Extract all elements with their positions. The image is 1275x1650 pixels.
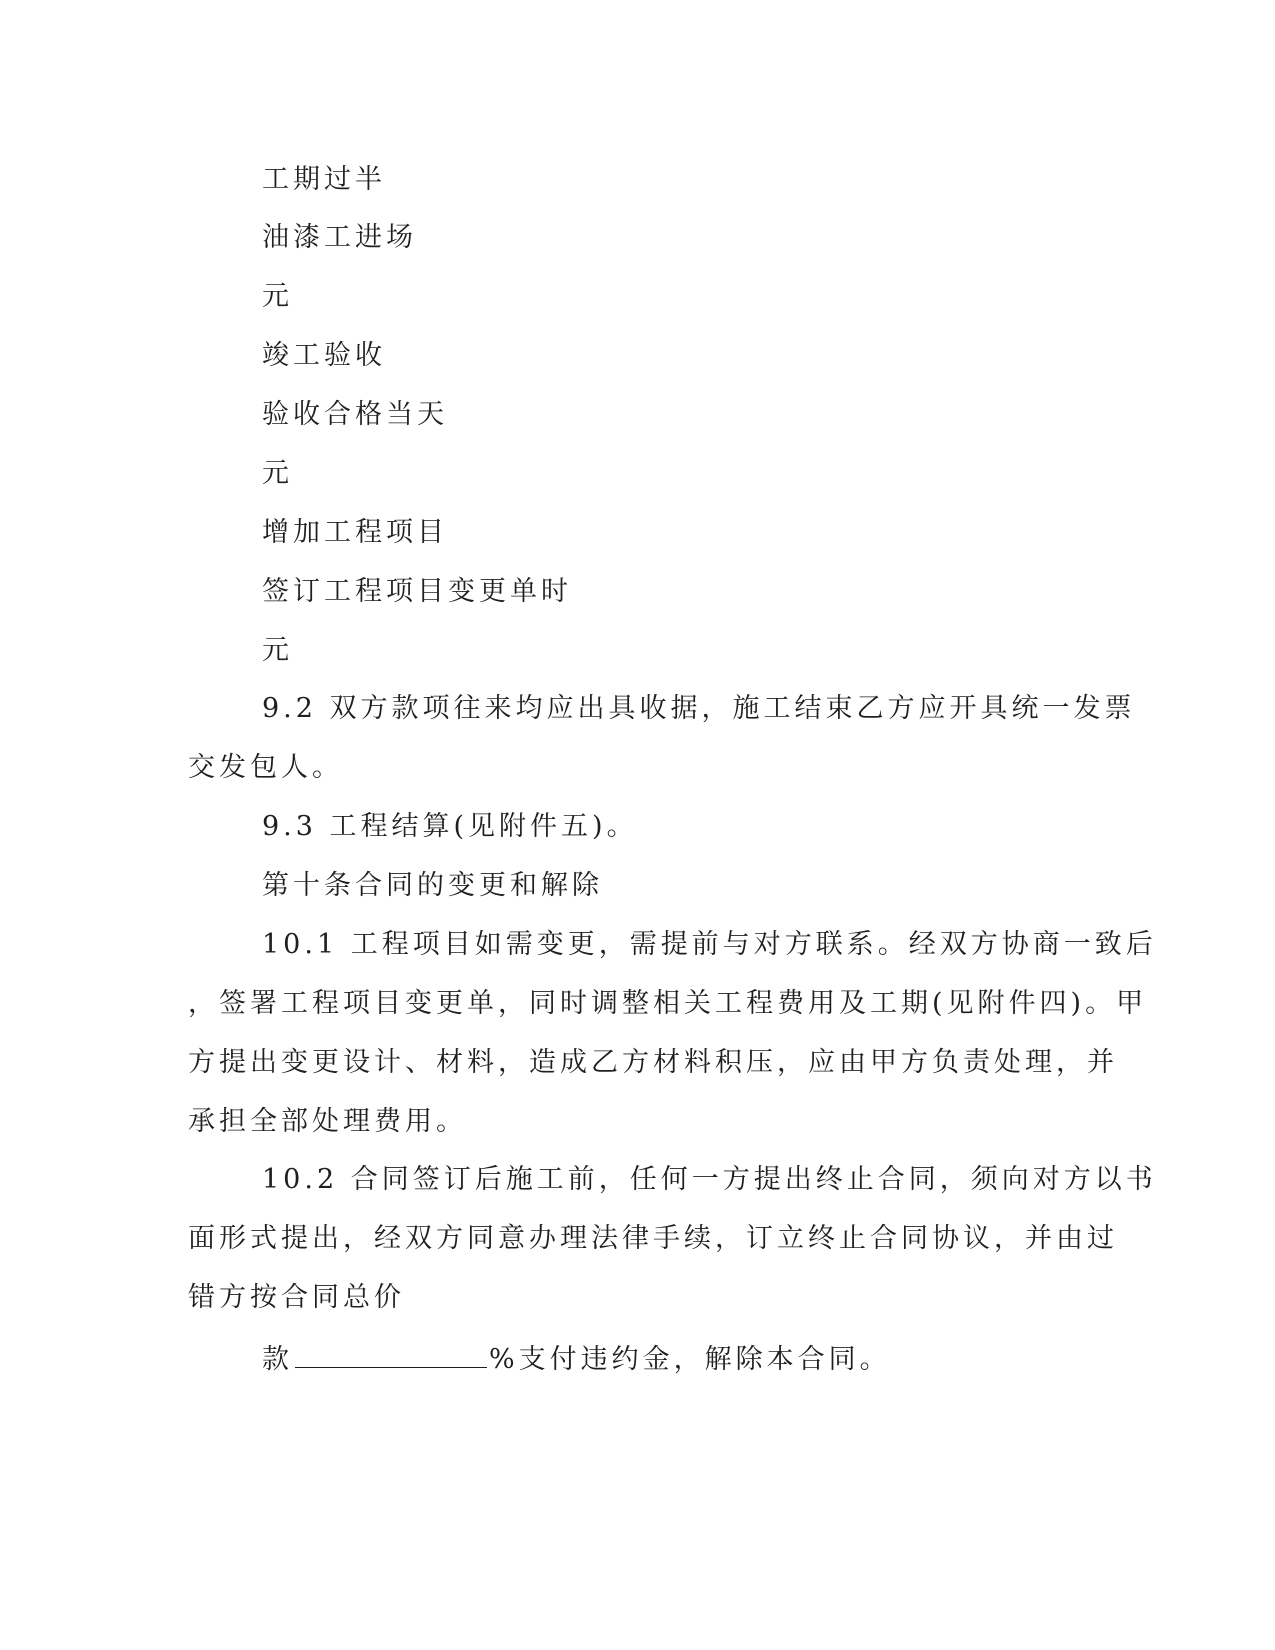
clause-10-2-line-3: 错方按合同总价 (188, 1282, 405, 1313)
text-line: 元 (262, 281, 293, 312)
text-line: 油漆工进场 (262, 222, 417, 253)
penalty-prefix: 款 (262, 1344, 293, 1375)
clause-9-2-line-2: 交发包人。 (188, 752, 343, 783)
text-line: 元 (262, 635, 293, 666)
text-line: 竣工验收 (262, 340, 386, 371)
text-line: 验收合格当天 (262, 399, 448, 430)
clause-10-1-line-1: 10.1 工程项目如需变更，需提前与对方联系。经双方协商一致后 (262, 929, 1157, 960)
penalty-line (262, 1337, 891, 1380)
text-line: 工期过半 (262, 164, 386, 195)
text-line: 元 (262, 458, 293, 489)
article-10-heading: 第十条合同的变更和解除 (262, 870, 603, 901)
clause-10-1-line-4: 承担全部处理费用。 (188, 1106, 467, 1137)
clause-10-1-line-3: 方提出变更设计、材料，造成乙方材料积压，应由甲方负责处理，并 (188, 1047, 1118, 1078)
text-line: 签订工程项目变更单时 (262, 576, 572, 607)
clause-9-3: 9.3 工程结算(见附件五)。 (262, 811, 638, 842)
fill-in-blank[interactable] (295, 1337, 487, 1368)
clause-10-1-line-2: ，签署工程项目变更单，同时调整相关工程费用及工期(见附件四)。甲 (188, 988, 1148, 1019)
clause-9-2-line-1: 9.2 双方款项往来均应出具收据，施工结束乙方应开具统一发票 (262, 693, 1136, 724)
penalty-suffix: %支付违约金，解除本合同。 (489, 1344, 891, 1375)
clause-10-2-line-2: 面形式提出，经双方同意办理法律手续，订立终止合同协议，并由过 (188, 1223, 1118, 1254)
text-line: 增加工程项目 (262, 517, 448, 548)
clause-10-2-line-1: 10.2 合同签订后施工前，任何一方提出终止合同，须向对方以书 (262, 1164, 1157, 1195)
